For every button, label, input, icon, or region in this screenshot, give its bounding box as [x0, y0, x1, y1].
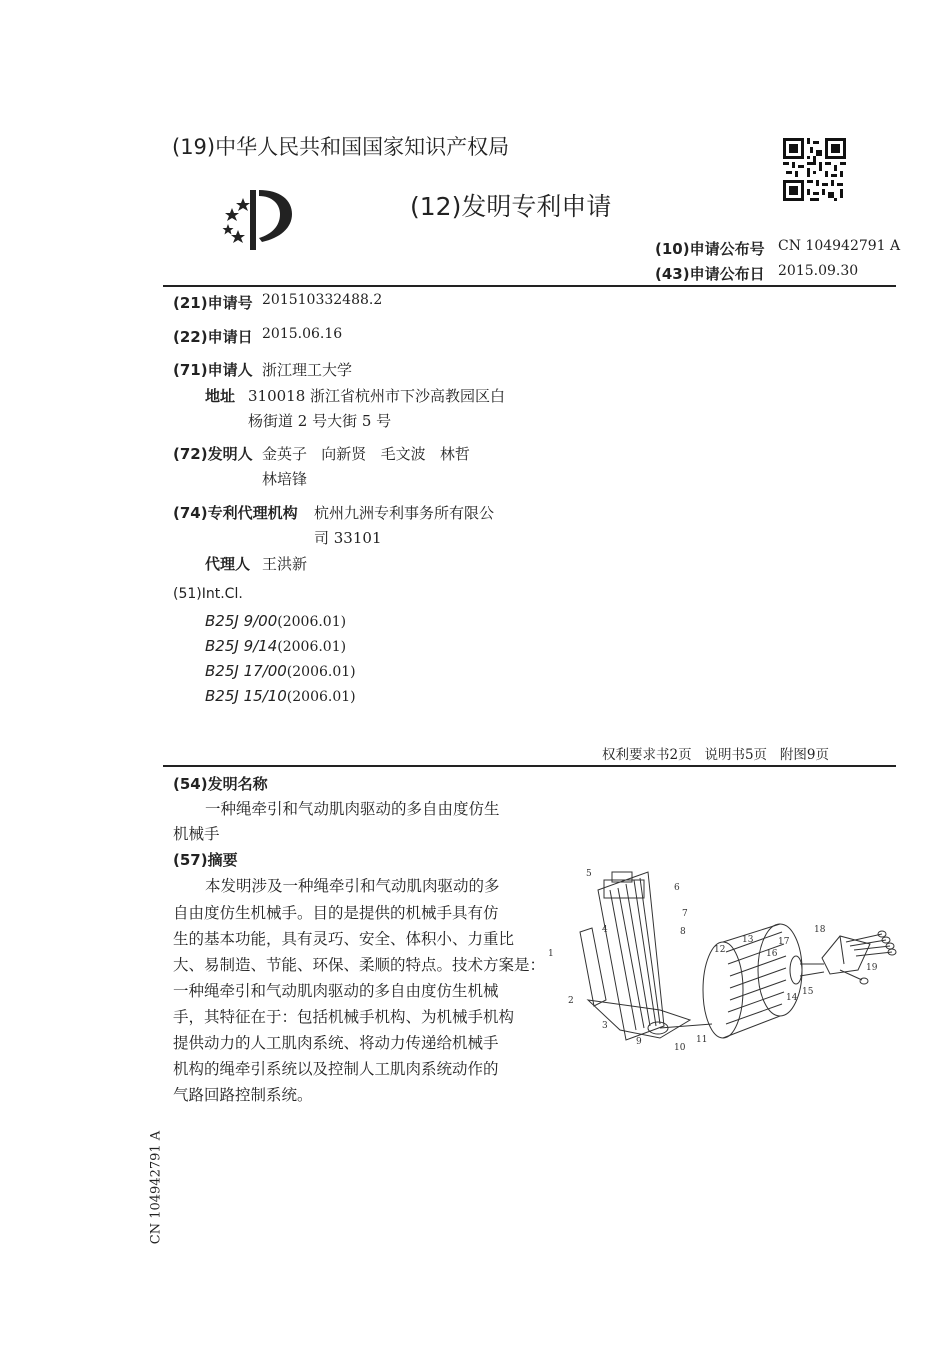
address-label: 地址 — [205, 387, 236, 405]
title-line1: 一种绳牵引和气动肌肉驱动的多自由度仿生 — [205, 800, 500, 818]
app-no-label: (21)申请号 — [173, 294, 253, 312]
office-name: (19)中华人民共和国国家知识产权局 — [172, 135, 510, 159]
inventors-line2: 林培锋 — [262, 470, 308, 488]
ipc-version: (2006.01) — [277, 639, 347, 655]
ipc-row — [205, 686, 356, 705]
manipulator-figure — [540, 860, 900, 1060]
abstract-line: 大、易制造、节能、环保、柔顺的特点。技术方案是： — [173, 956, 546, 974]
ipc-version: (2006.01) — [286, 664, 356, 680]
ipc-row — [205, 611, 346, 630]
pub-date-label: (43)申请公布日 — [655, 265, 765, 283]
abstract-line: 手，其特征在于：包括机械手机构、为机械手机构 — [173, 1008, 515, 1026]
ipc-version: (2006.01) — [277, 614, 347, 630]
figure-label: 17 — [778, 937, 790, 947]
agent-label: 代理人 — [205, 555, 251, 573]
figure-label: 19 — [866, 963, 878, 973]
abstract-line: 机构的绳牵引系统以及控制人工肌肉系统动作的 — [173, 1060, 499, 1078]
ipc-code: B25J 15/10 — [205, 687, 287, 705]
page-counts-rule — [163, 765, 896, 767]
app-no: 201510332488.2 — [262, 292, 383, 308]
pub-no: CN 104942791 A — [778, 238, 901, 254]
document-type: (12)发明专利申请 — [410, 192, 612, 221]
pub-no-label: (10)申请公布号 — [655, 240, 765, 258]
pub-date: 2015.09.30 — [778, 263, 859, 279]
ipc-code: B25J 9/00 — [205, 612, 278, 630]
figure-label: 9 — [636, 1037, 642, 1047]
figure-label: 8 — [680, 927, 686, 937]
applicant: 浙江理工大学 — [262, 361, 353, 379]
abstract-line: 气路回路控制系统。 — [173, 1086, 313, 1104]
figure-label: 1 — [548, 949, 554, 959]
agency-line2: 司 33101 — [314, 529, 382, 547]
ipc-code: B25J 17/00 — [205, 662, 287, 680]
abstract-line: 本发明涉及一种绳牵引和气动肌肉驱动的多 — [205, 877, 500, 895]
address-line2: 杨街道 2 号大街 5 号 — [248, 412, 392, 430]
figure-label: 11 — [696, 1035, 708, 1045]
figure-label: 10 — [674, 1043, 686, 1053]
ipc-row — [205, 636, 346, 655]
figure-label: 3 — [602, 1021, 608, 1031]
agent: 王洪新 — [262, 555, 308, 573]
title-line2: 机械手 — [173, 825, 220, 843]
header-rule — [163, 285, 896, 287]
address-line1: 310018 浙江省杭州市下沙高教园区白 — [248, 387, 506, 405]
ipc-code: B25J 9/14 — [205, 637, 278, 655]
abstract-line: 生的基本功能，具有灵巧、安全、体积小、力重比 — [173, 930, 515, 948]
inventor-label: (72)发明人 — [173, 445, 253, 463]
figure-label: 7 — [682, 909, 688, 919]
cnipa-logo — [210, 186, 305, 252]
app-date-label: (22)申请日 — [173, 328, 253, 346]
abstract-line: 一种绳牵引和气动肌肉驱动的多自由度仿生机械 — [173, 982, 499, 1000]
figure-label: 5 — [586, 869, 592, 879]
title-label: (54)发明名称 — [173, 775, 268, 793]
page-counts: 权利要求书2页 说明书5页 附图9页 — [602, 747, 830, 763]
side-publication-number: CN 104942791 A — [148, 1130, 164, 1245]
inventors-line1: 金英子 向新贤 毛文波 林哲 — [262, 445, 470, 463]
applicant-label: (71)申请人 — [173, 361, 253, 379]
abstract-line: 自由度仿生机械手。目的是提供的机械手具有仿 — [173, 904, 499, 922]
figure-label: 12 — [714, 945, 726, 955]
figure-label: 15 — [802, 987, 814, 997]
figure-label: 4 — [602, 925, 608, 935]
figure-label: 18 — [814, 925, 826, 935]
figure-label: 14 — [786, 993, 798, 1003]
figure-label: 2 — [568, 996, 574, 1006]
intcl-label: (51)Int.Cl. — [173, 586, 243, 602]
qr-code — [783, 138, 846, 201]
figure-label: 13 — [742, 935, 754, 945]
app-date: 2015.06.16 — [262, 326, 343, 342]
figure-label: 16 — [766, 949, 778, 959]
figure-label: 6 — [674, 883, 680, 893]
agency-line1: 杭州九洲专利事务所有限公 — [314, 504, 495, 522]
ipc-version: (2006.01) — [286, 689, 356, 705]
abstract-line: 提供动力的人工肌肉系统、将动力传递给机械手 — [173, 1034, 499, 1052]
abstract-label: (57)摘要 — [173, 851, 238, 869]
agency-label: (74)专利代理机构 — [173, 504, 298, 522]
ipc-row — [205, 661, 356, 680]
